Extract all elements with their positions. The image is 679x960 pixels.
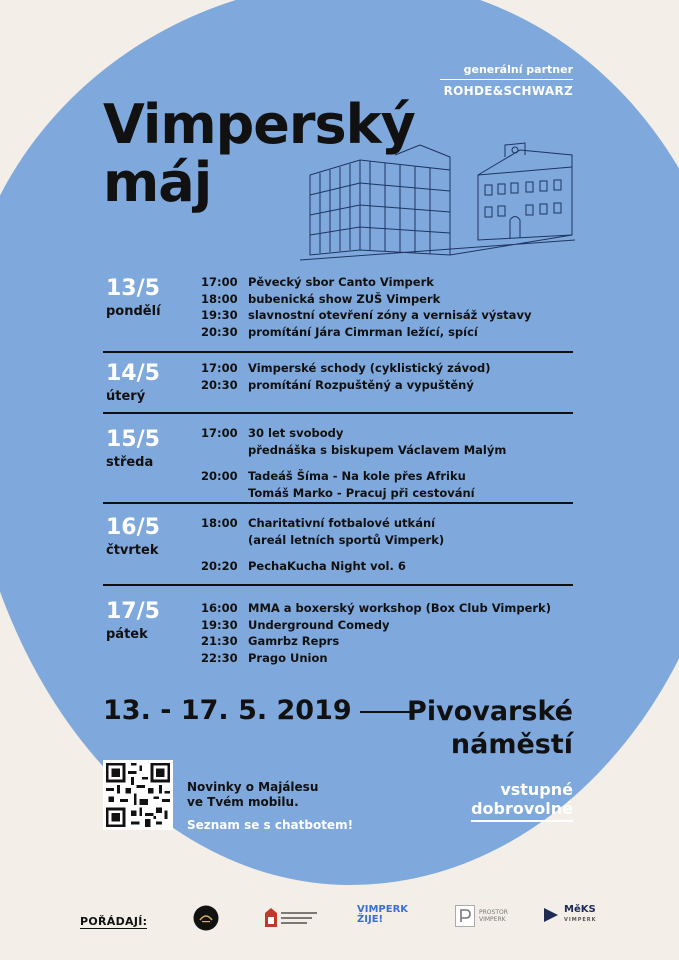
event-row (201, 558, 573, 575)
event-name: slavnostní otevření zóny a vernisáž výstavy (248, 308, 532, 322)
brewery-building-illustration (300, 115, 580, 270)
event-time: 21:30 (201, 634, 238, 648)
event-row (201, 377, 573, 394)
qr-description (187, 780, 318, 810)
qr-line-2: ve Tvém mobilu. (187, 795, 299, 809)
organizers-label: POŘÁDAJÍ: (80, 915, 148, 928)
event-time: 17:00 (201, 361, 238, 375)
event-time: 17:00 (201, 426, 238, 440)
event-time: 18:00 (201, 291, 238, 306)
title-line-1: Vimperský (103, 93, 415, 156)
event-row (201, 468, 573, 501)
day-name: pátek (106, 627, 148, 642)
day-name: čtvrtek (106, 543, 159, 558)
day-block (103, 504, 573, 586)
event-name: Prago Union (248, 650, 328, 665)
schedule (103, 265, 573, 668)
event-name: 30 let svobody přednáška s biskupem Václavem Malým (248, 426, 507, 457)
festival-dates (103, 695, 420, 726)
event-time: 18:00 (201, 516, 238, 530)
vimperk-zije-line-2: ŽIJE! (357, 914, 384, 925)
event-name: MMA a boxerský workshop (Box Club Vimperk) (248, 601, 551, 615)
event-time: 22:30 (201, 650, 238, 665)
entry-underline (471, 820, 573, 822)
event-time: 20:00 (201, 469, 238, 483)
event-time: 19:30 (201, 308, 238, 322)
day-date: 15/5 (106, 427, 160, 452)
qr-line-1: Novinky o Majálesu (187, 780, 319, 794)
venue-line-1: Pivovarské (407, 696, 573, 727)
day-date: 16/5 (106, 515, 160, 540)
venue-line-2: náměstí (450, 729, 573, 760)
event-name: Tadeáš Šíma - Na kole přes Afriku Tomáš Marko - Pracuj při cestování (248, 469, 475, 500)
event-row (201, 291, 573, 308)
meks-icon (542, 906, 560, 924)
meks-name: MěKS (564, 904, 596, 915)
entry-line-1: vstupné (500, 780, 573, 799)
event-row (201, 425, 573, 458)
organizer-logo-meks (542, 905, 597, 925)
event-name: Charitativní fotbalové utkání (areál letních sportů Vimperk) (248, 516, 445, 547)
event-time: 16:00 (201, 601, 238, 615)
event-row (201, 515, 573, 548)
organizer-logo-2 (262, 905, 320, 931)
event-time: 19:30 (201, 617, 238, 632)
day-date: 14/5 (106, 361, 160, 386)
prostor-line-2: VIMPERK (479, 916, 506, 923)
event-name: Pěvecký sbor Canto Vimperk (248, 275, 434, 289)
event-time: 17:00 (201, 275, 238, 289)
event-name: Vimperské schody (cyklistický závod) (248, 361, 491, 375)
event-name: PechaKucha Night vol. 6 (248, 559, 406, 573)
vimperk-zije-line-1: VIMPERK (357, 904, 409, 915)
event-row (201, 650, 573, 667)
event-row (201, 600, 573, 617)
venue (407, 695, 573, 761)
entry-fee (471, 780, 573, 822)
organizer-logo-prostor (455, 905, 508, 927)
organizer-logo-vimperk-zije (357, 905, 408, 925)
event-name: promítání Rozpuštěný a vypuštěný (248, 377, 474, 392)
day-name: středa (106, 455, 154, 470)
event-row (201, 633, 573, 650)
event-row (201, 324, 573, 341)
event-name: promítání Jára Cimrman ležící, spící (248, 324, 478, 339)
event-time: 20:20 (201, 559, 238, 573)
dash-line (360, 711, 412, 713)
association-logo-icon (262, 905, 320, 931)
organizer-logo-1 (193, 905, 219, 931)
prostor-line-1: PROSTOR (479, 909, 508, 916)
entry-line-2: dobrovolné (471, 799, 573, 818)
partner-label: generální partner (440, 63, 573, 80)
day-name: pondělí (106, 304, 161, 319)
event-row (201, 360, 573, 377)
day-block (103, 265, 573, 353)
event-time: 20:30 (201, 377, 238, 392)
day-block (103, 586, 573, 668)
meks-sub: VIMPERK (564, 917, 597, 923)
day-name: úterý (106, 389, 146, 404)
day-date: 13/5 (106, 276, 160, 301)
day-block (103, 414, 573, 504)
title-line-2: máj (103, 151, 212, 214)
qr-code-icon[interactable] (103, 760, 173, 830)
round-logo-icon (193, 905, 219, 931)
partner-name: ROHDE&SCHWARZ (443, 84, 573, 98)
prostor-p-icon (455, 905, 475, 927)
event-name: bubenická show ZUŠ Vimperk (248, 291, 441, 306)
day-block (103, 353, 573, 414)
event-row (201, 617, 573, 634)
day-date: 17/5 (106, 599, 160, 624)
event-name: Gamrbz Reprs (248, 634, 340, 648)
event-row (201, 307, 573, 324)
event-name: Underground Comedy (248, 617, 390, 632)
general-partner (440, 63, 573, 98)
chatbot-text: Seznam se s chatbotem! (187, 818, 354, 832)
event-time: 20:30 (201, 324, 238, 339)
event-row (201, 274, 573, 291)
date-range: 13. - 17. 5. 2019 (103, 695, 352, 726)
